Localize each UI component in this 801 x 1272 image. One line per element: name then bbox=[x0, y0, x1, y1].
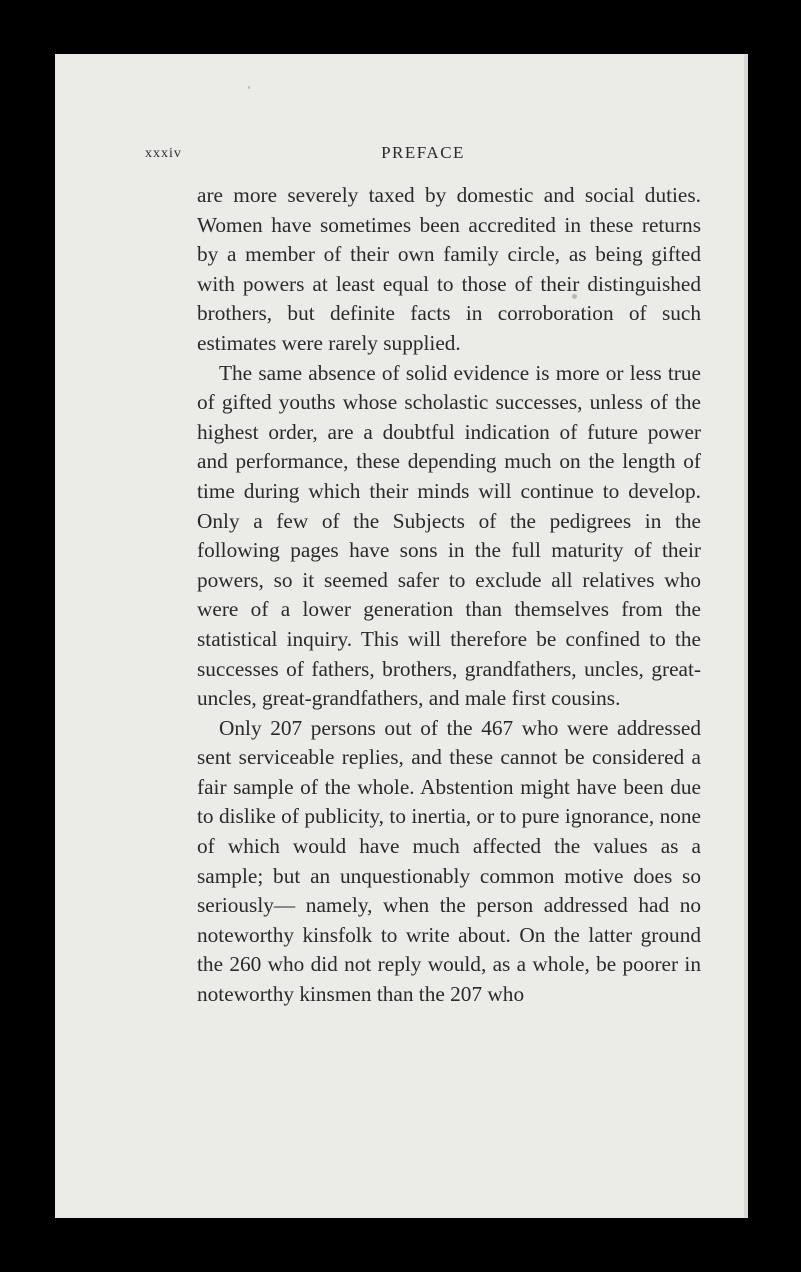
page-number: xxxiv bbox=[145, 146, 182, 161]
page-edge bbox=[744, 54, 748, 1218]
paragraph-2: The same absence of solid evidence is more or less true of gifted youths whose scholastic successes, unless of the highest order, are a doubtful indication of future power and performance, these depending much on the length of time during which their minds will continue to develop. Only a few of the Subjects of the pedigrees in the following pages have sons in the full maturity of their powers, so it seemed safer to exclude all relatives who were of a lower generation than themselves from the statistical inquiry. This will therefore be confined to the successes of fathers, brothers, grandfathers, uncles, great-uncles, great-grandfathers, and male first cousins. bbox=[197, 360, 701, 711]
running-head bbox=[145, 140, 701, 170]
running-title: PREFACE bbox=[381, 143, 465, 162]
paragraph-1: are more severely taxed by domestic and social duties. Women have sometimes been accredited in these returns by a member of their own family circle, as being gifted with powers at least equal to those of their distinguished brothers, but definite facts in corroboration of such estimates were rarely supplied. bbox=[197, 183, 701, 355]
paper-speck bbox=[248, 86, 250, 89]
body-text bbox=[197, 181, 701, 1010]
paragraph-3: Only 207 persons out of the 467 who were addressed sent serviceable replies, and these cannot be considered a fair sample of the whole. Abstention might have been due to dislike of publicity, to inertia, or to pure ignorance, none of which would have much affected the values as a sample; but an unquestionably common motive does so seriously— namely, when the person addressed had no noteworthy kinsfolk to write about. On the latter ground the 260 who did not reply would, as a whole, be poorer in noteworthy kinsmen than the 207 who bbox=[197, 715, 701, 1007]
